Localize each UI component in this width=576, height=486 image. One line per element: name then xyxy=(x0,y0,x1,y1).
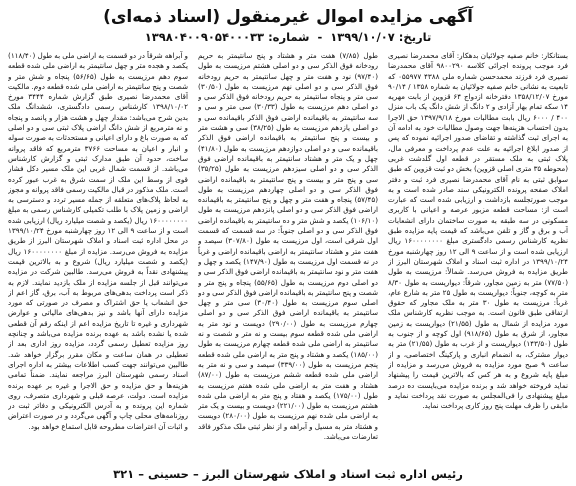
notice-number: شماره: ۱۳۹۸۰۴۰۰۹۰۵۴۰۰۰۳۳ xyxy=(144,30,310,44)
notice-body xyxy=(8,51,568,465)
notice-title: آگهی مزایده اموال غیرمنقول (اسناد ذمه‌ای) xyxy=(103,7,473,27)
notice-meta xyxy=(8,29,568,45)
body-column-right: بستانکار: خانم صفیه جولائیان بدهکار: آقای محمدرضا نصیری فرد موجب پرونده اجرائی کلاسه ۹۸۰۰۲۹۰ آقای محمدرضا نصیری فرد فرزند محمدحسن شماره ملی ۴۳۸۸ ۰۵۵۹۷۷ که تابعیت به نشانی خانم صفیه جولائیان به شماره ۱۳۵۸ / ۹۰/۱۴ مورخ ۱۳۵۸/۱۲/۰۷ دفترخانه ازدواج ۶۴ قزوین از بابت مهریه ۱۴ سکه تمام بهار آزادی و ۲ دانگ از شش دانگ یک باب منزل ۴۰۰ / ۶۰۰۰ ریال بابت مطالبات مورخ ۱۳۹۷/۹/۱۸ حق الاجرا بدون احتساب هزینه‌ها جهت وصول مطالبات خود به ادامه آن به اجرای ثبت گذاشته و تقاضای صدور اجرائیه نموده که پس از صدور ابلاغ اجرائیه به علت عدم پرداخت و معرفی مال، پلاک ثبتی به ملک مستقر در قطعه اول گلدشت غربی (محوطه ۳۵ متری اصلی قزوین) بخش دو ثبت قزوین که طبق سوابق ثبتی به نام آقای محمدرضا نصیری فرد ثبت و دفتر املاک صفحه پرونده الکترونیکی سند صادر شده است و به موجب صورتجلسه بازداشت و ارزیابی شده است که عبارت است از: مساحت قطعه مزبور عرصه و اعیانی با کاربری مسکونی در سه طبقه به صورت ساختمان دارای انشعابات آب و برق و گاز و تلفن می‌باشد که قیمت پایه مزایده طبق نظریه کارشناس رسمی دادگستری مبلغ ۱۶۰۰۰۰۰۰۰۰ ریال ارزیابی شده است و از ساعت ۹ الی ۱۲ روز چهارشنبه مورخ ۱۳۹۹/۱۰/۲۴ در اداره ثبت اسناد و املاک شهرستان البرز از طریق مزایده به فروش می‌رسد. شمالاً: مرزیست به طول (۷۷/۵۰) متر به زمین مجاور، شرقاً: دیواریست به طول ۸/۳۰ متر به کوچه، جنوباً: دیواریست به طول ۲۵ متر به شارع عام، غرباً: مرزیست به طول ۳۰ متر به ملک مجاور که حقوق ارتفاقی طبق قانون است. به موجب نظریه کارشناس ملک مورد مزایده از شمال به طول (۲۱/۵۵) دیواریست به زمین مجاور، از شرق به طول (۹۱۸/۶۵) اول کوچه و از جنوب به طول (۱۴۳/۵۰) دیواریست و از غرب به طول (۲۱/۵۵) متر به دیوار مشترک، به انضمام انباری و پارکینگ اختصاصی، و از ساعت ۹ صبح مورد مزایده به فروش می‌رسد و مزایده از مبلغ پایه شروع و به هر کس که بالاترین قیمت را پیشنهاد نماید فروخته خواهد شد و برنده مزایده می‌بایست ده درصد مبلغ پیشنهادی را فی‌المجلس به صورت نقد پرداخت نماید و مابقی را ظرف مهلت پنج روز کاری پرداخت نماید. xyxy=(388,51,568,411)
notice-date: تاریخ: ۱۳۹۹/۱۰/۰۷ xyxy=(330,30,432,44)
body-column-left: و آبراهه شرقاً در دو قسمت به اراضی ملی به طول (۱۱۸/۴۰) یکصد و هجده متر و چهل سانتیمتر به اراضی ملی شده قطعه سوم دهم مرزیست به طول (۵۶/۶۵) پنجاه و شش متر و شصت و پنج سانتیمتر به اراضی ملی شده قطعه دوم. مالکیت آقای محمدرضا نصیری طبق گزارش شماره ۳۴۴۴ مورخ ۱۳۹۸/۱۰/۰۲ کارشناس رسمی دادگستری، ششدانگ ملک بدین شرح می‌باشد: مقدار چهل و هشت هزار و پانصد و پنجاه و نه مترمربع از شش دانگ اراضی پلاک ثبتی سی و دو اصلی که به صورت باغ و دارای اعیانی و مستحدثات به صورت سوله و انبار و اعیان به مساحت ۳۷۶۶ مترمربع که فاقد پروانه ساخت، حدود آن طبق مدارک ثبتی و گزارش کارشناس می‌باشد. از قسمت شمال غربی این ملک مسیر دکل فشار قوی از وسط این ملک از سمت شرق به غرب عبور کرده است. ملک مذکور در قبال مالکیت رسمی فاقد پروانه و مجوز به لحاظ پلاک‌های متعلقه از جمله مسیر تردد و دسترسی به اراضی و زمین پلاک با طلب تکمیلی کارشناس رسمی به مبلغ ۱۶۰۰۰۰۰۰۰۰ ریال (یکصد و شصت میلیارد ریال) ارزیابی شده است و از ساعت ۹ الی ۱۲ روز چهارشنبه مورخ ۱۳۹۹/۱۰/۲۴ در محل اداره ثبت اسناد و املاک شهرستان البرز از طریق مزایده به فروش می‌رسد. مزایده از مبلغ ۱۶۰۰۰۰۰۰۰۰ ریال (یکصد و شصت میلیارد ریال) شروع و به بالاترین قیمت پیشنهادی نقداً به فروش می‌رسد. طالبین شرکت در مزایده می‌توانند قبل از جلسه مزایده از ملک بازدید نمایند. لازم به ذکر است پرداخت بدهی‌های مربوط به آب، برق، گاز اعم از حق انشعاب یا حق اشتراک و مصرف در صورتی که مورد مزایده دارای آنها باشد و نیز بدهی‌های مالیاتی و عوارض شهرداری و غیره تا تاریخ مزایده اعم از اینکه رقم آن قطعی شده یا نشده باشد به عهده برنده مزایده می‌باشد و چنانچه روز مزایده تعطیل رسمی گردد، مزایده روز اداری بعد از تعطیلی در همان ساعت و مکان مقرر برگزار خواهد شد. طالبین می‌توانند جهت کسب اطلاعات بیشتر به اداره اجرای اسناد رسمی شهرستان البرز مراجعه نمایند. ضمناً تمامی هزینه‌ها و حق مزایده و حق الاجرا و غیره بر عهده برنده مزایده است. دولت، عرصه قبلی و شهرداری متصرف، روی شماره این پرونده و به آدرس الکترونیکی و دفاتر ثبت در روزنامه‌های محلی چاپ و آگهی می‌گردد و در صورت اعتراض و اثبات آن اعتراضات مطروحه قابل استماع خواهد بود. xyxy=(8,51,188,431)
notice-signature: رئیس اداره ثبت اسناد و املاک شهرستان البرز – حسینی – ۳۲۱ xyxy=(113,467,463,481)
auction-notice xyxy=(8,4,568,482)
body-column-middle: طول (۷/۸۵) هفت متر و هشتاد و پنج سانتیمتر به حریم رودخانه فوق الذکر سی و دو اصلی هشتم مرزیست به طول (۹۷/۴۰) نود و هفت متر و چهل سانتیمتر به حریم رودخانه فوق الذکر سی و دو اصلی نهم مرزیست به طول (۳۰/۵۰) سی متر و پنجاه سانتیمتر به حریم رودخانه فوق الذکر سی و دو اصلی دهم مرزیست به طول (۳۰/۳۳) سی متر و سی و سه سانتیمتر به باقیمانده اراضی فوق الذکر باقیمانده سی و دو اصلی یازدهم مرزیست به طول (۳۸/۲۵) سی و هشت متر و بیست و پنج سانتیمتر به باقیمانده اراضی فوق الذکر باقیمانده سی و دو اصلی دوازدهم مرزیست به طول (۴۱/۸۰) چهل و یک متر و هشتاد سانتیمتر به باقیمانده اراضی فوق الذکر سی و دو اصلی سیزدهم مرزیست به طول (۳۵/۲۵) سی و پنج متر و بیست و پنج سانتیمتر به باقیمانده اراضی فوق الذکر سی و دو اصلی چهاردهم مرزیست به طول (۵۷/۴۵) پنجاه و هفت متر و چهل و پنج سانتیمتر به باقیمانده اراضی فوق الذکر سی و دو اصلی پانزدهم مرزیست به طول (۱۰۶/۱۰) یکصد و شش متر و ده سانتیمتر به باقیمانده اراضی فوق الذکر سی و دو اصلی جنوباً: در سه قسمت که قسمت اول شرقی است، اول مرزیست به طول (۳۰۷/۸۰) سیصد و هفت متر و هشتاد سانتیمتر به اراضی باقیمانده اراضی و غرباً در نه قسمت اول مرزیست به طول (۱۴۷/۹۰) یکصد و چهل و هفت متر و نود سانتیمتر به باقیمانده اراضی فوق الذکر سی و دو اصلی دوم مرزیست به طول (۵۵/۶۵) پنجاه و پنج متر و شصت و پنج سانتیمتر به باقیمانده اراضی فوق الذکر سی و دو اصلی سوم مرزیست به طول (۳۰/۴۰) سی متر و چهل سانتیمتر به باقیمانده اراضی فوق الذکر سی و دو اصلی چهارم مرزیست به طول (۲۹۰/۰۰) دویست و نود متر به اراضی ملی شده قطعه سوم بیست و نه متر و شصت و نه سانتیمتر به اراضی ملی شده قطعه چهارم مرزیست به طول (۱۸۵/۰۰) یکصد و هشتاد و پنج متر به اراضی ملی شده قطعه پنجم مرزیست به طول (۳۳۹/۰۰) سیصد و سی و نه متر به اراضی ملی شده قطعه ششم مرزیست به طول (۸۷/۰۰) هشتاد و هفت متر به اراضی ملی شده هفتم مرزیست به طول (۱۷۵/۰۰) یکصد و هفتاد و پنج متر به اراضی ملی شده هشتم مرزیست به طول (۲۲۱/۰۰) دویست و بیست و یک متر به اراضی ملی شده نهم مرزیست به طول (۲۸۰/۰۰) دویست و هشتاد متر به مسیل و آبراهه و از نظر ثبتی ملک مذکور فاقد تعارضات می‌باشد. xyxy=(198,51,378,441)
meta-separator: - xyxy=(317,30,323,44)
